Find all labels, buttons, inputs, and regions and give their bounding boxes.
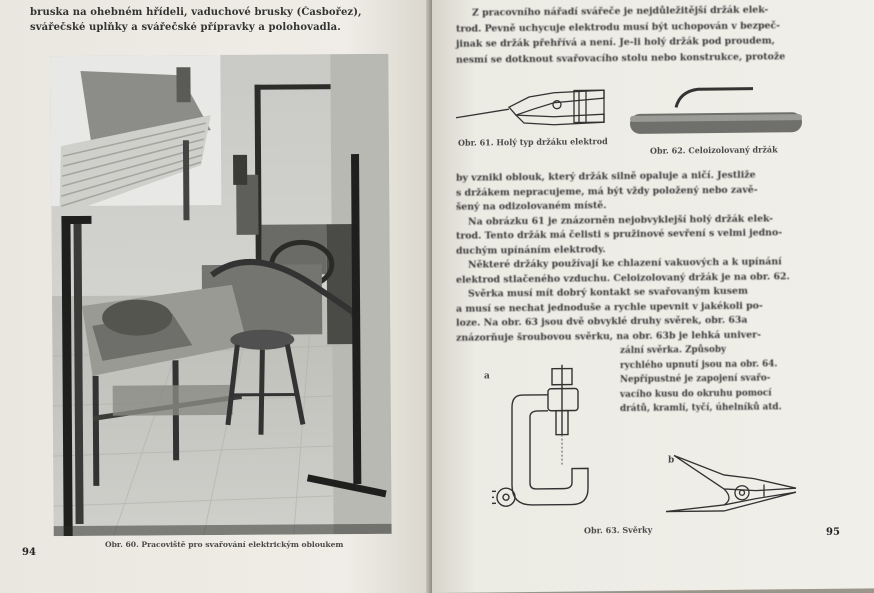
welding-workstation-photo bbox=[50, 54, 391, 536]
right-middle-line: loze. Na obr. 63 jsou dvě obvyklé druhy svěrek, obr. 63a bbox=[456, 314, 748, 329]
left-top-line-2: svářečské uplňky a svářečské přípravky a polohovadla. bbox=[30, 22, 341, 33]
right-side-line: vacího kusu do okruhu pomocí bbox=[620, 387, 772, 400]
right-middle-line: trod. Tento držák má čelisti s pružinové sevření s velmi jedno- bbox=[456, 227, 783, 242]
right-side-line: Nepřípustné je zapojení svařo- bbox=[620, 373, 771, 386]
fig61-electrode-holder-drawing bbox=[454, 82, 614, 136]
workstation-illustration bbox=[50, 54, 391, 536]
right-top-line: jinak se držák přehřívá a není. Je-li holý držák pod proudem, bbox=[456, 35, 775, 50]
fig63b-spring-clamp-drawing bbox=[664, 448, 804, 519]
right-middle-line: Svěrka musí mít dobrý kontakt se svařovaným kusem bbox=[468, 285, 748, 300]
fig61-caption: Obr. 61. Holý typ držáku elektrod bbox=[458, 136, 608, 148]
right-page-number: 95 bbox=[826, 526, 840, 538]
right-side-line: rychlého upnutí jsou na obr. 64. bbox=[620, 358, 778, 371]
right-middle-line: a musí se nechat jednoduše a rychle upevnit v jakékoli po- bbox=[456, 300, 763, 315]
fig63a-screw-clamp-drawing bbox=[492, 364, 604, 521]
right-middle-line: Na obrázku 61 je znázorněn nejobvyklejší holý držák elek- bbox=[468, 212, 774, 228]
left-page-number: 94 bbox=[22, 547, 36, 558]
right-middle-line: šený na odizolovaném místě. bbox=[456, 200, 607, 213]
fig63-caption: Obr. 63. Svěrky bbox=[584, 524, 653, 536]
left-top-line-1: bruska na ohebném hřídeli, vaduchové brusky (Časbořez), bbox=[30, 7, 362, 18]
right-top-paragraph bbox=[456, 2, 785, 67]
right-middle-line: znázorňuje šroubovou svěrku, na obr. 63b je lehká univer- bbox=[456, 329, 761, 344]
right-page bbox=[432, 0, 874, 593]
right-middle-line: Některé držáky používají ke chlazení vakuových a k upínání bbox=[468, 256, 782, 271]
right-top-line: nesmí se dotknout svařovacího stolu nebo konstrukce, protože bbox=[456, 50, 786, 66]
fig63-label-a: a bbox=[484, 371, 490, 382]
right-middle-line: by vznikl oblouk, který držák silně opaluje a ničí. Jestliže bbox=[456, 169, 756, 184]
fig63-label-b: b bbox=[668, 455, 675, 466]
left-page bbox=[0, 0, 432, 593]
right-middle-line: elektrod stlačeného vzduchu. Celoizolovaný držák je na obr. 62. bbox=[456, 270, 790, 286]
right-middle-line: duchým upínáním elektrody. bbox=[456, 243, 606, 257]
fig60-caption: Obr. 60. Pracoviště pro svařování elektrickým obloukem bbox=[105, 540, 344, 549]
right-side-line: zální svěrka. Způsoby bbox=[620, 344, 727, 357]
right-middle-line: s držákem nepracujeme, má být vždy položený nebo zavě- bbox=[456, 184, 758, 199]
right-side-line: drátů, kramlí, tyčí, úhelníků atd. bbox=[620, 402, 782, 415]
fig62-insulated-holder-drawing bbox=[628, 84, 808, 142]
right-top-line: trod. Pevně uchycuje elektrodu musí být uchopován v bezpeč- bbox=[456, 19, 781, 35]
right-top-line: Z pracovního nářadí svářeče je nejdůležitější držák elek- bbox=[472, 4, 769, 19]
right-middle-paragraph bbox=[456, 168, 790, 345]
right-side-paragraph bbox=[620, 342, 782, 416]
fig62-caption: Obr. 62. Celoizolovaný držák bbox=[650, 144, 778, 156]
